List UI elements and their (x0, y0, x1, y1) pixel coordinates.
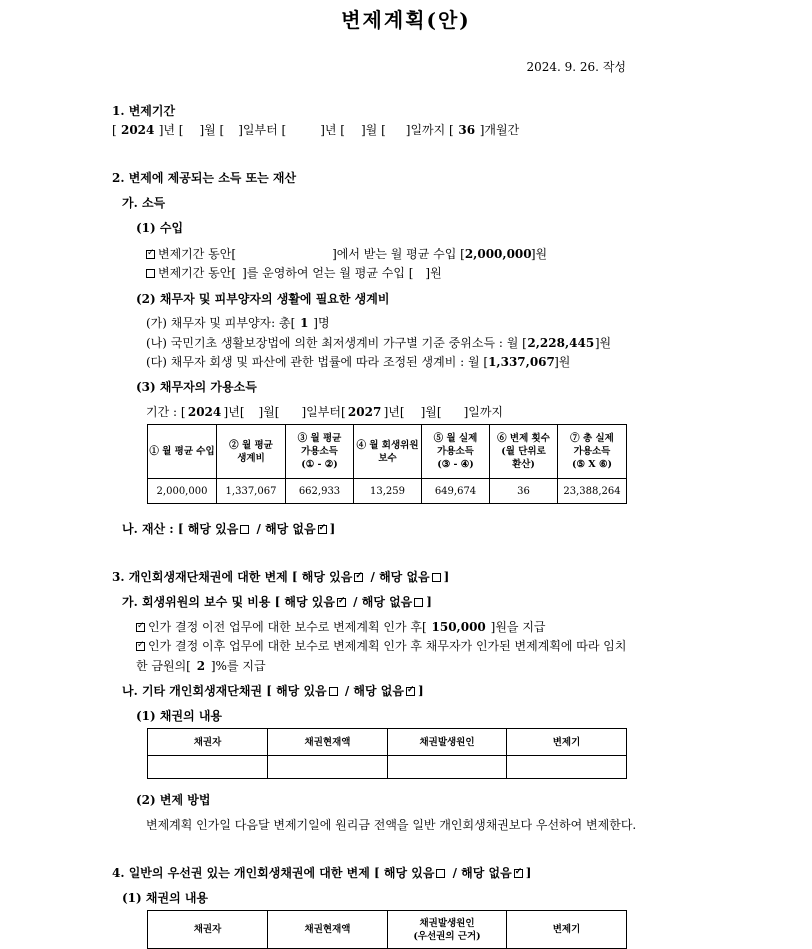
table-cell: 23,388,264 (558, 479, 627, 504)
living-cost-line-a: (가) 채무자 및 피부양자: 총[ 1 ]명 (146, 316, 330, 330)
section-2-heading: 2. 변제에 제공되는 소득 또는 재산 (112, 171, 297, 185)
checkbox-checked-icon[interactable] (146, 250, 155, 259)
payment-method-heading: (2) 변제 방법 (136, 793, 211, 807)
checkbox-checked-icon[interactable] (136, 642, 145, 651)
table-header: 채권현재액 (268, 911, 388, 949)
claims-content-heading: (1) 채권의 내용 (136, 709, 223, 723)
table-cell: 649,674 (422, 479, 490, 504)
checkbox-empty-icon[interactable] (240, 525, 249, 534)
revenue-heading: (1) 수입 (136, 221, 184, 235)
table-cell: 36 (490, 479, 558, 504)
table-header: ② 월 평균 생계비 (217, 425, 286, 479)
checkbox-checked-icon[interactable] (136, 623, 145, 632)
table-header: ⑤ 월 실제 가용소득 (③ - ④) (422, 425, 490, 479)
repayment-period-line: [ 2024 ]년 [ ]월 [ ]일부터 [ ]년 [ ]월 [ ]일까지 [ 36 ]개월간 (112, 123, 520, 137)
living-cost-line-b: (나) 국민기초 생활보장법에 의한 최저생계비 가구별 기준 중위소득 : 월 [2,228,445]원 (146, 336, 612, 350)
fee-line-1: ✓인가 결정 이전 업무에 대한 보수로 변제계획 인가 후[ 150,000 ]원을 지급 (136, 618, 546, 635)
table-row (148, 479, 627, 504)
checkbox-checked-icon[interactable] (514, 869, 523, 878)
income-line-2: 변제기간 동안[ ]를 운영하여 얻는 월 평균 수입 [ ]원 (146, 264, 442, 281)
living-cost-heading: (2) 채무자 및 피부양자의 생활에 필요한 생계비 (136, 292, 390, 306)
table-header: 변제기 (507, 729, 627, 756)
table-header: 채권자 (148, 729, 268, 756)
checkbox-empty-icon[interactable] (329, 687, 338, 696)
checkbox-checked-icon[interactable] (406, 687, 415, 696)
document-date: 2024. 9. 26. 작성 (526, 60, 626, 74)
table-header: 채권발생원인 (우선권의 근거) (388, 911, 507, 949)
table-header: 채권자 (148, 911, 268, 949)
table-header: 채권현재액 (268, 729, 388, 756)
other-estate-claims-heading: 나. 기타 개인회생재단채권 [ 해당 있음 / 해당 없음✓ ] (122, 682, 424, 699)
table-header: ⑥ 변제 횟수 (월 단위로 환산) (490, 425, 558, 479)
table-cell: 2,000,000 (148, 479, 217, 504)
estate-claims-table (147, 728, 627, 779)
table-cell: 13,259 (354, 479, 422, 504)
checkbox-checked-icon[interactable] (337, 598, 346, 607)
table-cell (268, 756, 388, 779)
table-cell (507, 756, 627, 779)
property-line: 나. 재산 : [ 해당 있음 / 해당 없음✓ ] (122, 520, 335, 537)
checkbox-empty-icon[interactable] (432, 573, 441, 582)
table-header: ④ 월 회생위원 보수 (354, 425, 422, 479)
priority-claims-content-heading: (1) 채권의 내용 (122, 891, 209, 905)
table-header: 채권발생원인 (388, 729, 507, 756)
table-header: ⑦ 총 실제 가용소득 (⑤ X ⑥) (558, 425, 627, 479)
table-header: ③ 월 평균 가용소득 (① - ②) (286, 425, 354, 479)
available-income-period: 기간 : [ 2024 ]년[ ]월[ ]일부터[ 2027 ]년[ ]월[ ]일까지 (146, 405, 504, 419)
table-cell (148, 756, 268, 779)
section-3-heading: 3. 개인회생재단채권에 대한 변제 [ 해당 있음✓ / 해당 없음 ] (112, 568, 449, 585)
checkbox-empty-icon[interactable] (414, 598, 423, 607)
table-cell (388, 756, 507, 779)
fee-line-2b: 한 금원의[ 2 ]%를 지급 (136, 659, 266, 673)
commissioner-fee-heading: 가. 회생위원의 보수 및 비용 [ 해당 있음✓ / 해당 없음 ] (122, 593, 432, 610)
checkbox-empty-icon[interactable] (146, 269, 155, 278)
table-cell: 1,337,067 (217, 479, 286, 504)
payment-method-text: 변제계획 인가일 다음달 변제기일에 원리금 전액을 일반 개인회생채권보다 우선하여 변제한다. (146, 818, 637, 832)
available-income-heading: (3) 채무자의 가용소득 (136, 380, 257, 394)
available-income-table (147, 424, 627, 504)
checkbox-checked-icon[interactable] (354, 573, 363, 582)
checkbox-checked-icon[interactable] (318, 525, 327, 534)
income-subheading: 가. 소득 (122, 196, 166, 210)
table-header: ① 월 평균 수입 (148, 425, 217, 479)
section-1-heading: 1. 변제기간 (112, 104, 176, 118)
income-line-1: ✓변제기간 동안[ ]에서 받는 월 평균 수입 [2,000,000]원 (146, 245, 547, 262)
table-header: 변제기 (507, 911, 627, 949)
table-row (148, 756, 627, 779)
table-cell: 662,933 (286, 479, 354, 504)
section-4-heading: 4. 일반의 우선권 있는 개인회생채권에 대한 변제 [ 해당 있음 / 해당 없음✓ ] (112, 864, 531, 881)
checkbox-empty-icon[interactable] (436, 869, 445, 878)
priority-claims-table (147, 910, 627, 949)
fee-line-2: ✓인가 결정 이후 업무에 대한 보수로 변제계획 인가 후 채무자가 인가된 변제계획에 따라 임치 (136, 637, 627, 654)
document-title: 변제계획(안) (341, 8, 471, 32)
living-cost-line-c: (다) 채무자 회생 및 파산에 관한 법률에 따라 조정된 생계비 : 월 [1,337,067]원 (146, 355, 571, 369)
